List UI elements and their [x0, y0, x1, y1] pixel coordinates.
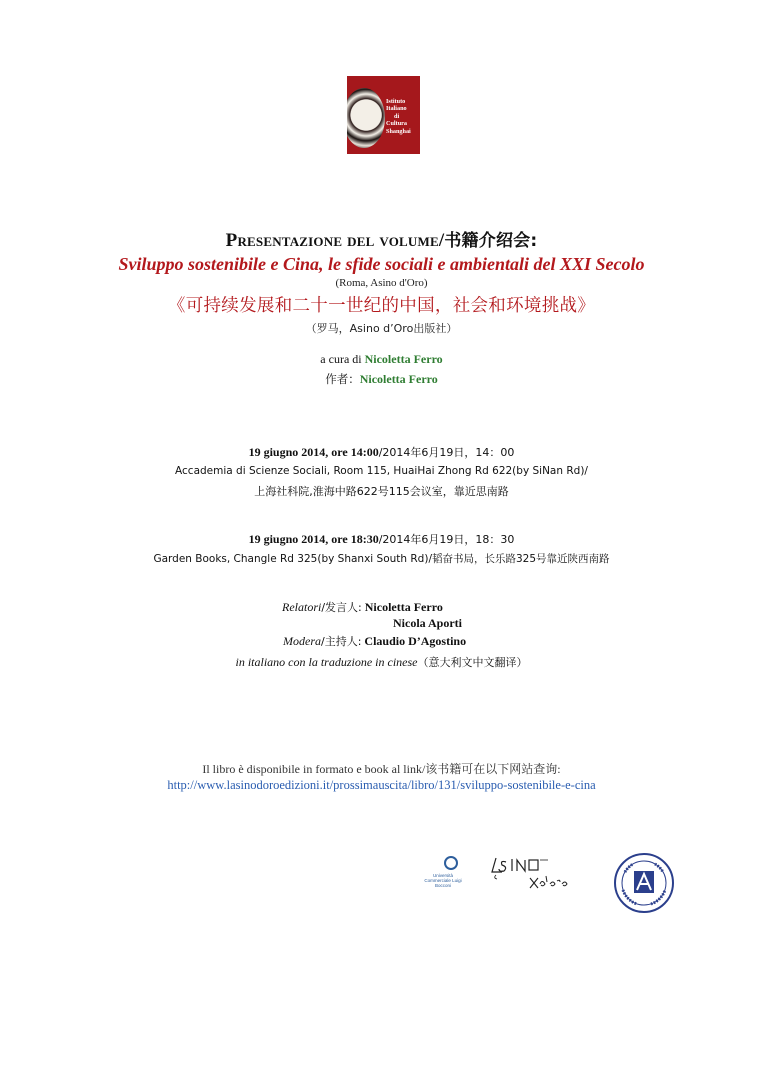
modera-line	[283, 633, 466, 649]
book-title-chinese: 《可持续发展和二十一世纪的中国，社会和环境挑战》	[167, 296, 596, 316]
language-note	[0, 654, 763, 670]
event2-place-italian: Garden Books, Changle Rd 325(by Shanxi South Rd)/	[153, 553, 432, 565]
event1-date-italian: 19 giugno 2014, ore 14:00	[248, 445, 379, 459]
book-title-italian: Sviluppo sostenibile e Cina, le sfide sociali e ambientali del XXI Secolo	[118, 254, 645, 274]
logo-line: Italiano	[386, 105, 407, 113]
speaker-name: Nicola Aporti	[393, 616, 462, 630]
event1-date-chinese: /2014年6月19日，14：00	[378, 446, 515, 459]
language-note-italian: in italiano con la traduzione in cinese	[235, 655, 418, 669]
page-title	[0, 226, 763, 252]
title-italian: Presentazione del volume	[225, 230, 439, 251]
logo-emblem	[347, 88, 385, 148]
modera-label-chinese: /主持人:	[321, 635, 362, 648]
event2-date	[0, 531, 763, 547]
istituto-logo	[347, 76, 420, 154]
event2-date-italian: 19 giugno 2014, ore 18:30	[248, 532, 379, 546]
event1-date	[0, 444, 763, 460]
book-link[interactable]: http://www.lasinodoroedizioni.it/prossimauscita/libro/131/sviluppo-sostenibile-e-cina	[167, 778, 596, 792]
relatori-label: Relatori	[282, 600, 322, 614]
title-chinese: 书籍介绍会:	[444, 231, 538, 251]
logo-line: Cultura	[386, 120, 407, 128]
title-separator: /	[438, 230, 445, 251]
event2-place-chinese: 韬奋书局，长乐路325号靠近陕西南路	[432, 553, 610, 565]
moderator-name: Claudio D’Agostino	[364, 634, 467, 648]
language-note-chinese: （意大利文中文翻译）	[417, 656, 528, 669]
event1-place-chinese: 上海社科院,淮海中路622号115会议室，靠近思南路	[254, 485, 509, 498]
publisher-chinese: （罗马，Asino d’Oro出版社）	[305, 322, 458, 335]
editor-line-italian	[0, 352, 763, 367]
relatori-line	[282, 599, 443, 615]
event2-date-chinese: /2014年6月19日，18：30	[378, 533, 515, 546]
speaker-name: Nicoletta Ferro	[364, 600, 443, 614]
sass-seal-logo	[613, 852, 675, 914]
logo-line: Istituto	[386, 98, 406, 105]
asino-doro-logo	[490, 854, 578, 894]
editor-label-chinese: 作者：	[325, 372, 360, 386]
modera-label: Modera	[283, 634, 321, 648]
bocconi-label: Università Commerciale Luigi Bocconi	[424, 873, 462, 888]
bocconi-seal-icon	[444, 856, 458, 870]
event2-place	[0, 551, 763, 566]
event1-place-italian: Accademia di Scienze Sociali, Room 115, HuaiHai Zhong Rd 622(by SiNan Rd)/	[175, 465, 588, 477]
editor-label-italian: a cura di	[320, 352, 362, 366]
editor-name-italian: Nicoletta Ferro	[364, 352, 443, 366]
logo-line: di	[394, 112, 400, 120]
relatori-label-chinese: /发言人:	[321, 601, 362, 614]
logo-line: Shanghai	[386, 127, 411, 135]
publisher-italian: (Roma, Asino d'Oro)	[335, 277, 428, 289]
editor-name-chinese: Nicoletta Ferro	[359, 372, 438, 386]
availability-text: Il libro è disponibile in formato e book al link/该书籍可在以下网站查询:	[202, 762, 561, 776]
editor-line-chinese	[0, 371, 763, 387]
logo-text	[386, 98, 420, 135]
bocconi-logo	[424, 856, 462, 888]
